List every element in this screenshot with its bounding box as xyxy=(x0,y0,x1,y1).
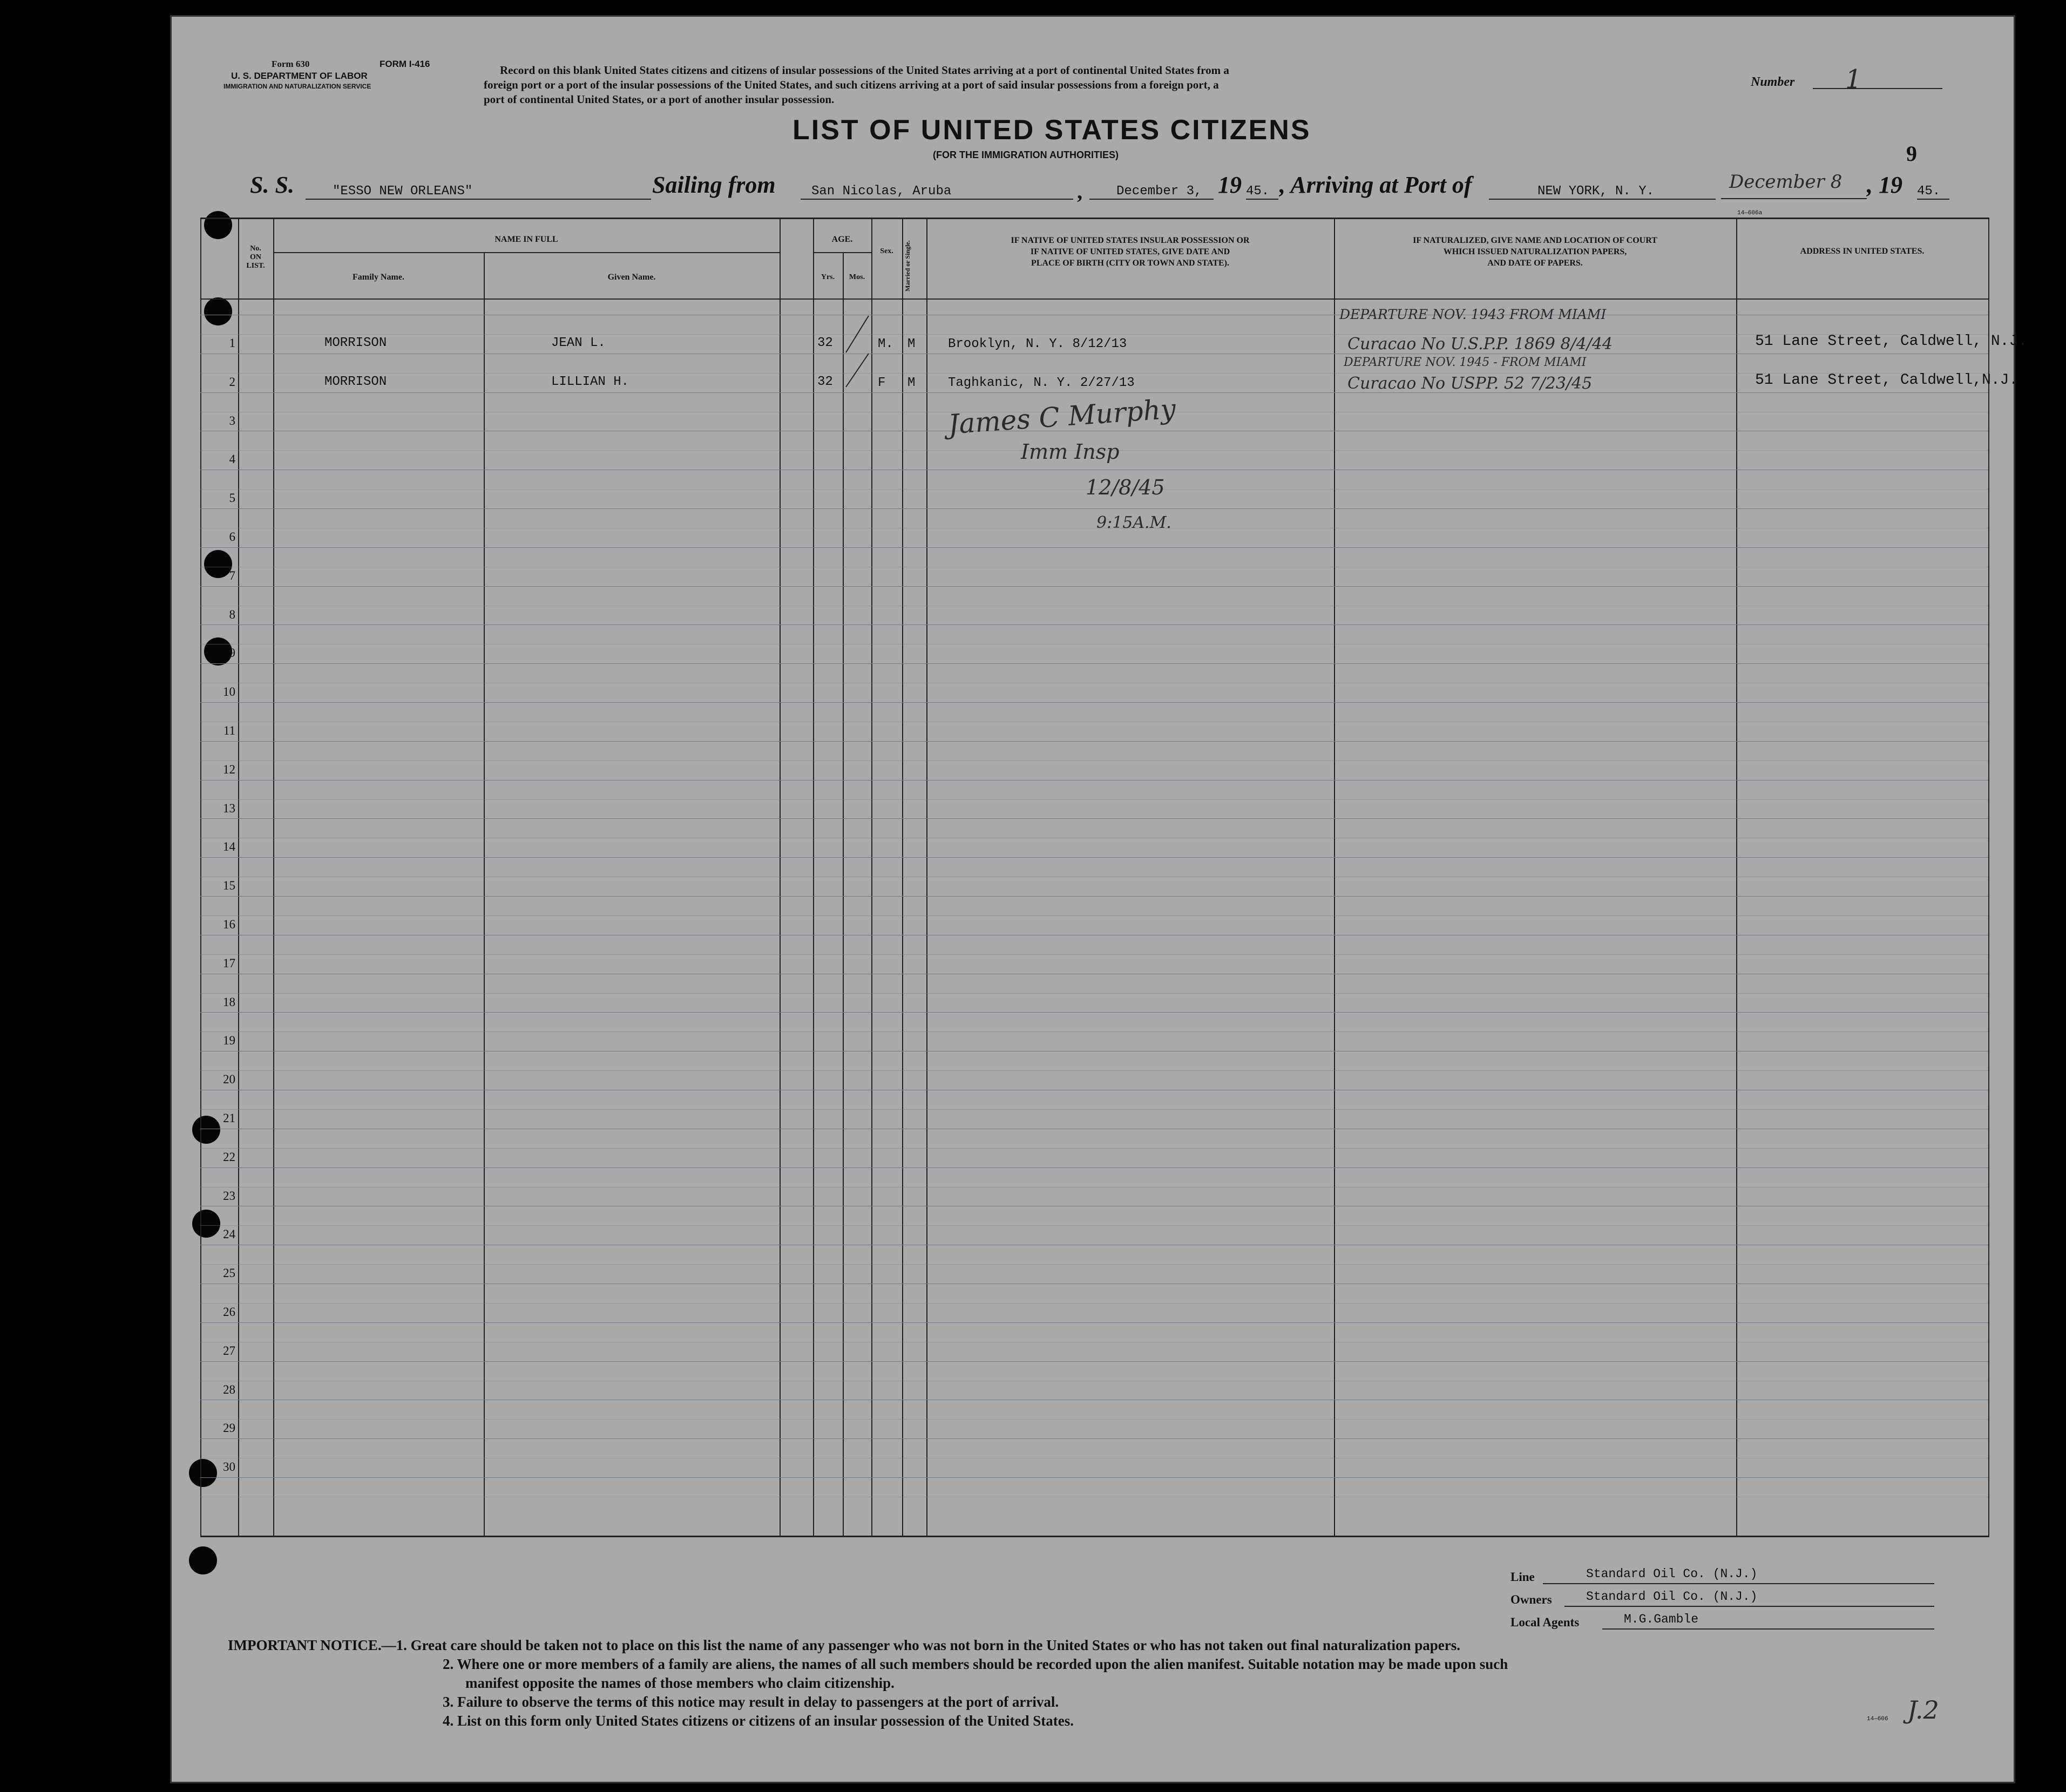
row-number: 16 xyxy=(223,918,235,931)
row-number: 29 xyxy=(223,1421,235,1435)
naturalization-note-2: Curacao No USPP. 52 7/23/45 xyxy=(1347,374,1593,393)
notice-item: 3. Failure to observe the terms of this notice may result in delay to passengers at the port of arrival. xyxy=(443,1694,1059,1710)
row-rule xyxy=(200,741,1988,742)
arrival-date-line xyxy=(1721,198,1867,199)
row-number: 24 xyxy=(223,1227,235,1241)
row-number: 15 xyxy=(223,879,235,892)
row-subrule xyxy=(200,1109,1988,1110)
birth-place-date: Brooklyn, N. Y. 8/12/13 xyxy=(948,337,1127,351)
row-rule xyxy=(200,586,1988,587)
row-number: 14 xyxy=(223,840,235,853)
col-yrs: Yrs. xyxy=(821,273,835,281)
row-rule xyxy=(200,702,1988,703)
row-subrule xyxy=(200,993,1988,994)
us-address: 51 Lane Street, Caldwell, N.J. xyxy=(1755,333,2028,350)
row-rule xyxy=(200,1012,1988,1013)
inspection-time: 9:15A.M. xyxy=(1096,513,1171,532)
age-years: 32 xyxy=(817,375,833,389)
line-value: Standard Oil Co. (N.J.) xyxy=(1586,1567,1758,1581)
ship-name: "ESSO NEW ORLEANS" xyxy=(306,184,651,200)
given-name: LILLIAN H. xyxy=(551,375,629,389)
notice-label: IMPORTANT NOTICE. xyxy=(228,1637,382,1653)
row-rule xyxy=(200,857,1988,858)
row-rule xyxy=(200,896,1988,897)
name-head-rule xyxy=(273,252,780,253)
row-number: 11 xyxy=(223,724,235,737)
row-number: 12 xyxy=(223,763,235,776)
manifest-table xyxy=(200,218,2028,1537)
departure-note-2: DEPARTURE NOV. 1945 - FROM MIAMI xyxy=(1344,356,1587,369)
record-note: Record on this blank United States citizens and citizens of insular possessions of the United States arriving at a port of continental United States from a foreign port or a port of the insular possessions of the United States, and such citizens arriving at a port of said insular possessions from a foreign port, a port of continental United States, or a port of another insular possession. xyxy=(484,64,1229,106)
row-number: 20 xyxy=(223,1073,235,1086)
birth-place-date: Taghkanic, N. Y. 2/27/13 xyxy=(948,376,1135,390)
row-number: 9 xyxy=(229,646,235,660)
row-subrule xyxy=(200,1070,1988,1071)
important-notice xyxy=(228,1636,1961,1730)
age-years: 32 xyxy=(817,336,833,350)
col-married: Married or Single. xyxy=(904,240,911,292)
number-line xyxy=(1813,88,1942,89)
corner-mark: J.2 xyxy=(1907,1695,1939,1725)
row-subrule xyxy=(200,799,1988,800)
row-number: 13 xyxy=(223,802,235,815)
owners-value: Standard Oil Co. (N.J.) xyxy=(1586,1590,1758,1604)
owners-label: Owners xyxy=(1510,1593,1552,1606)
page-subtitle: (FOR THE IMMIGRATION AUTHORITIES) xyxy=(933,150,1119,160)
sail-date: December 3, xyxy=(1089,184,1214,200)
form-number: Form 630 xyxy=(272,59,310,69)
row-number: 21 xyxy=(223,1111,235,1125)
year-prefix: 19 xyxy=(1218,172,1242,198)
col-name-in-full: NAME IN FULL xyxy=(495,235,558,244)
arrival-year: 45. xyxy=(1917,184,1949,200)
sailing-from: San Nicolas, Aruba xyxy=(801,184,1073,200)
row-subrule xyxy=(200,334,1988,335)
marital-status: M xyxy=(907,376,916,390)
row-rule xyxy=(200,547,1988,548)
family-name: MORRISON xyxy=(324,336,387,350)
row-subrule xyxy=(200,1264,1988,1265)
row-number: 18 xyxy=(223,995,235,1009)
row-rule xyxy=(200,1322,1988,1323)
row-rule xyxy=(200,818,1988,819)
row-subrule xyxy=(200,1031,1988,1032)
col-no: No. ON LIST. xyxy=(246,245,265,270)
row-number: 4 xyxy=(229,452,235,466)
row-subrule xyxy=(200,954,1988,955)
notice-item: —1. Great care should be taken not to place on this list the name of any passenger who was not born in the United States or who has not taken out final naturalization papers. xyxy=(381,1637,1460,1653)
row-number: 19 xyxy=(223,1034,235,1047)
col-naturalized: IF NATURALIZED, GIVE NAME AND LOCATION OF COURT WHICH ISSUED NATURALIZATION PAPERS, AND DATE OF PAPERS. xyxy=(1413,236,1657,268)
notice-item: 4. List on this form only United States citizens or citizens of an insular possession of the United States. xyxy=(443,1713,1074,1729)
naturalization-note-1: Curacao No U.S.P.P. 1869 8/4/44 xyxy=(1347,335,1613,354)
row-rule xyxy=(200,392,1988,393)
table-top xyxy=(200,218,1988,219)
table-bottom xyxy=(200,1536,1988,1537)
inspection-date: 12/8/45 xyxy=(1086,476,1165,499)
col-native: IF NATIVE OF UNITED STATES INSULAR POSSESSION OR IF NATIVE OF UNITED STATES, GIVE DATE AND PLACE OF BIRTH (CITY OR TOWN AND STATE). xyxy=(1011,236,1250,268)
line-label: Line xyxy=(1510,1570,1535,1584)
row-number: 6 xyxy=(229,530,235,544)
page-mark: 9 xyxy=(1906,141,1917,166)
age-head-rule xyxy=(813,252,871,253)
col-mos: Mos. xyxy=(849,273,865,281)
punch-hole xyxy=(189,1546,217,1574)
row-number: 22 xyxy=(223,1150,235,1164)
agents-rule xyxy=(1602,1628,1934,1630)
arrival-year-prefix: , 19 xyxy=(1867,172,1902,198)
row-subrule xyxy=(200,373,1988,374)
row-number: 1 xyxy=(229,336,235,350)
sex: F xyxy=(878,376,886,390)
inspector-signature: James C Murphy xyxy=(947,393,1177,440)
comma: , xyxy=(1077,179,1082,203)
row-number: 27 xyxy=(223,1344,235,1357)
ditto-slash xyxy=(843,314,875,389)
number-label: Number xyxy=(1751,75,1795,89)
marital-status: M xyxy=(907,337,916,351)
row-subrule xyxy=(200,1148,1988,1149)
col-address: ADDRESS IN UNITED STATES. xyxy=(1800,247,1925,256)
row-number: 30 xyxy=(223,1460,235,1474)
sailing-label: Sailing from xyxy=(652,172,776,198)
row-number: 10 xyxy=(223,685,235,698)
form-id: FORM I-416 xyxy=(380,59,430,69)
inspector-title: Imm Insp xyxy=(1021,440,1120,464)
departure-note-1: DEPARTURE NOV. 1943 FROM MIAMI xyxy=(1339,307,1607,322)
col-given-name: Given Name. xyxy=(607,273,656,282)
row-number: 26 xyxy=(223,1305,235,1319)
row-number: 17 xyxy=(223,956,235,970)
manifest-page xyxy=(170,15,2028,1783)
row-rule xyxy=(200,1361,1988,1362)
arriving-label: , Arriving at Port of xyxy=(1279,172,1472,198)
sail-year: 45. xyxy=(1246,184,1278,200)
arrival-port: NEW YORK, N. Y. xyxy=(1489,184,1716,200)
row-number: 8 xyxy=(229,608,235,621)
owners-rule xyxy=(1564,1606,1934,1607)
agents-label: Local Agents xyxy=(1510,1615,1580,1629)
row-number: 25 xyxy=(223,1266,235,1280)
row-number: 3 xyxy=(229,414,235,427)
row-number: 5 xyxy=(229,491,235,505)
row-rule xyxy=(200,1477,1988,1478)
row-rule xyxy=(200,1167,1988,1168)
row-rule xyxy=(200,508,1988,509)
agents-value: M.G.Gamble xyxy=(1624,1612,1699,1626)
number-value: 1 xyxy=(1845,64,1862,94)
ss-label: S. S. xyxy=(250,172,294,198)
row-subrule xyxy=(200,1225,1988,1226)
col-age: AGE. xyxy=(831,235,853,244)
print-code-top: 14—606a xyxy=(1737,210,1763,216)
row-subrule xyxy=(200,915,1988,916)
row-number: 7 xyxy=(229,569,235,582)
col-rule xyxy=(1988,218,1989,1537)
row-subrule xyxy=(200,1303,1988,1304)
given-name: JEAN L. xyxy=(551,336,606,350)
arrival-date: December 8 xyxy=(1729,171,1843,193)
page-title: LIST OF UNITED STATES CITIZENS xyxy=(792,114,1311,146)
row-number: 23 xyxy=(223,1189,235,1203)
notice-item: manifest opposite the names of those members who claim citizenship. xyxy=(465,1675,895,1691)
col-sex: Sex. xyxy=(880,247,893,255)
row-number: 28 xyxy=(223,1383,235,1396)
print-code-bottom: 14—606 xyxy=(1867,1716,1888,1722)
us-address: 51 Lane Street, Caldwell,N.J. xyxy=(1755,372,2018,389)
row-rule xyxy=(200,663,1988,664)
col-family-name: Family Name. xyxy=(353,273,404,282)
row-subrule xyxy=(200,1419,1988,1420)
department: U. S. DEPARTMENT OF LABOR xyxy=(231,71,368,81)
row-number: 2 xyxy=(229,375,235,389)
sex: M. xyxy=(878,337,893,351)
service: IMMIGRATION AND NATURALIZATION SERVICE xyxy=(223,83,371,90)
row-rule xyxy=(200,1438,1988,1439)
family-name: MORRISON xyxy=(324,375,387,389)
notice-item: 2. Where one or more members of a family are aliens, the names of all such members should be recorded upon the alien manifest. Suitable notation may be made upon such xyxy=(443,1656,1508,1672)
line-rule xyxy=(1543,1583,1934,1584)
